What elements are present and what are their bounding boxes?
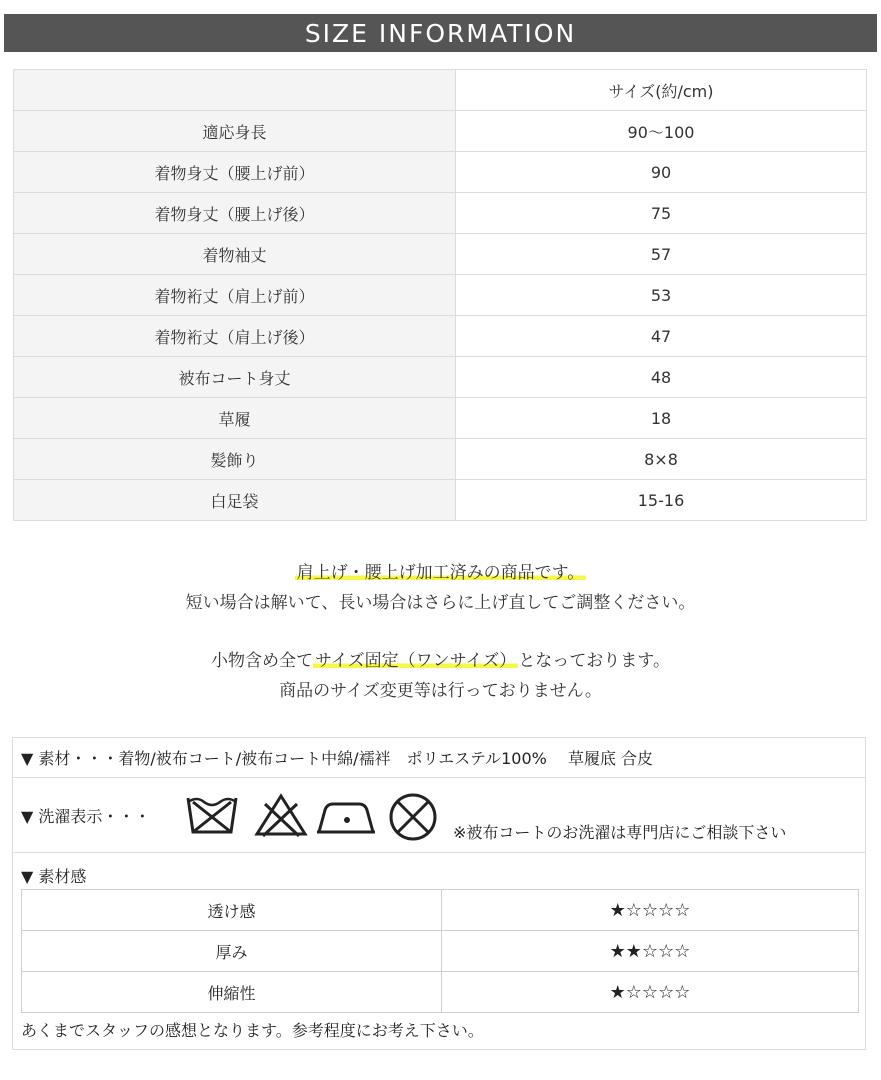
footer-note: あくまでスタッフの感想となります。参考程度にお考え下さい。 — [21, 1021, 484, 1040]
product-notes — [0, 558, 881, 706]
note-text: となっております。 — [518, 651, 670, 671]
washing-row — [13, 778, 865, 853]
table-row — [14, 357, 867, 398]
material-info-box — [12, 737, 866, 1050]
washing-note: ※被布コートのお洗濯は専門店にご相談下さい — [453, 823, 787, 842]
size-row-label: 草履 — [14, 398, 456, 439]
size-row-value: 53 — [456, 275, 867, 316]
texture-table — [21, 889, 859, 1013]
size-row-label: 着物身丈（腰上げ前） — [14, 152, 456, 193]
size-row-label: 着物裄丈（肩上げ前） — [14, 275, 456, 316]
texture-row-label: 透け感 — [22, 890, 442, 931]
size-row-label: 白足袋 — [14, 480, 456, 521]
size-row-label: 着物裄丈（肩上げ後） — [14, 316, 456, 357]
texture-row-label: 伸縮性 — [22, 972, 442, 1013]
table-row — [14, 152, 867, 193]
material-row — [13, 738, 865, 778]
size-row-value: 15-16 — [456, 480, 867, 521]
note-text: 小物含め全て — [211, 651, 314, 671]
size-row-value: 48 — [456, 357, 867, 398]
low-iron-icon — [315, 792, 377, 838]
table-row — [14, 111, 867, 152]
table-row — [22, 931, 859, 972]
size-row-label: 適応身長 — [14, 111, 456, 152]
star-rating: ★★☆☆☆ — [609, 940, 691, 962]
size-row-label: 被布コート身丈 — [14, 357, 456, 398]
table-row — [14, 275, 867, 316]
star-rating: ★☆☆☆☆ — [609, 899, 691, 921]
texture-label: ▼ 素材感 — [21, 867, 87, 886]
note-highlight-processed: 肩上げ・腰上げ加工済みの商品です。 — [296, 563, 585, 583]
note-line: 商品のサイズ変更等は行っておりません。 — [279, 681, 602, 701]
size-row-value: 47 — [456, 316, 867, 357]
size-row-value: 75 — [456, 193, 867, 234]
table-row — [22, 972, 859, 1013]
size-row-label: 着物身丈（腰上げ後） — [14, 193, 456, 234]
size-row-value: 90〜100 — [456, 111, 867, 152]
no-hand-wash-icon — [185, 792, 239, 838]
table-row — [14, 234, 867, 275]
size-table-header-row — [14, 70, 867, 111]
size-row-value: 18 — [456, 398, 867, 439]
texture-rating — [442, 972, 859, 1013]
no-bleach-icon — [253, 792, 309, 838]
table-row — [22, 890, 859, 931]
table-row — [14, 193, 867, 234]
size-table — [13, 69, 867, 521]
table-row — [14, 439, 867, 480]
size-table-corner-cell — [14, 70, 456, 111]
star-rating: ★☆☆☆☆ — [609, 981, 691, 1003]
note-highlight-one-size: サイズ固定（ワンサイズ） — [315, 651, 517, 671]
size-table-column-header: サイズ(約/cm) — [456, 70, 867, 111]
note-line — [0, 558, 881, 588]
washing-label: ▼ 洗濯表示・・・ — [21, 807, 151, 826]
texture-row-label: 厚み — [22, 931, 442, 972]
texture-rating — [442, 931, 859, 972]
material-label: ▼ 素材・・・着物/被布コート/被布コート中綿/襦袢 ポリエステル100% 草履底 合皮 — [21, 749, 654, 768]
size-row-label: 着物袖丈 — [14, 234, 456, 275]
table-row — [14, 398, 867, 439]
size-row-label: 髪飾り — [14, 439, 456, 480]
size-row-value: 57 — [456, 234, 867, 275]
banner-title: SIZE INFORMATION — [304, 18, 577, 48]
table-row — [14, 316, 867, 357]
table-row — [14, 480, 867, 521]
texture-rating — [442, 890, 859, 931]
note-line — [0, 646, 881, 676]
size-information-banner — [4, 14, 877, 52]
no-dry-clean-icon — [385, 792, 441, 842]
size-row-value: 8×8 — [456, 439, 867, 480]
size-row-value: 90 — [456, 152, 867, 193]
note-line: 短い場合は解いて、長い場合はさらに上げ直してご調整ください。 — [185, 593, 696, 613]
